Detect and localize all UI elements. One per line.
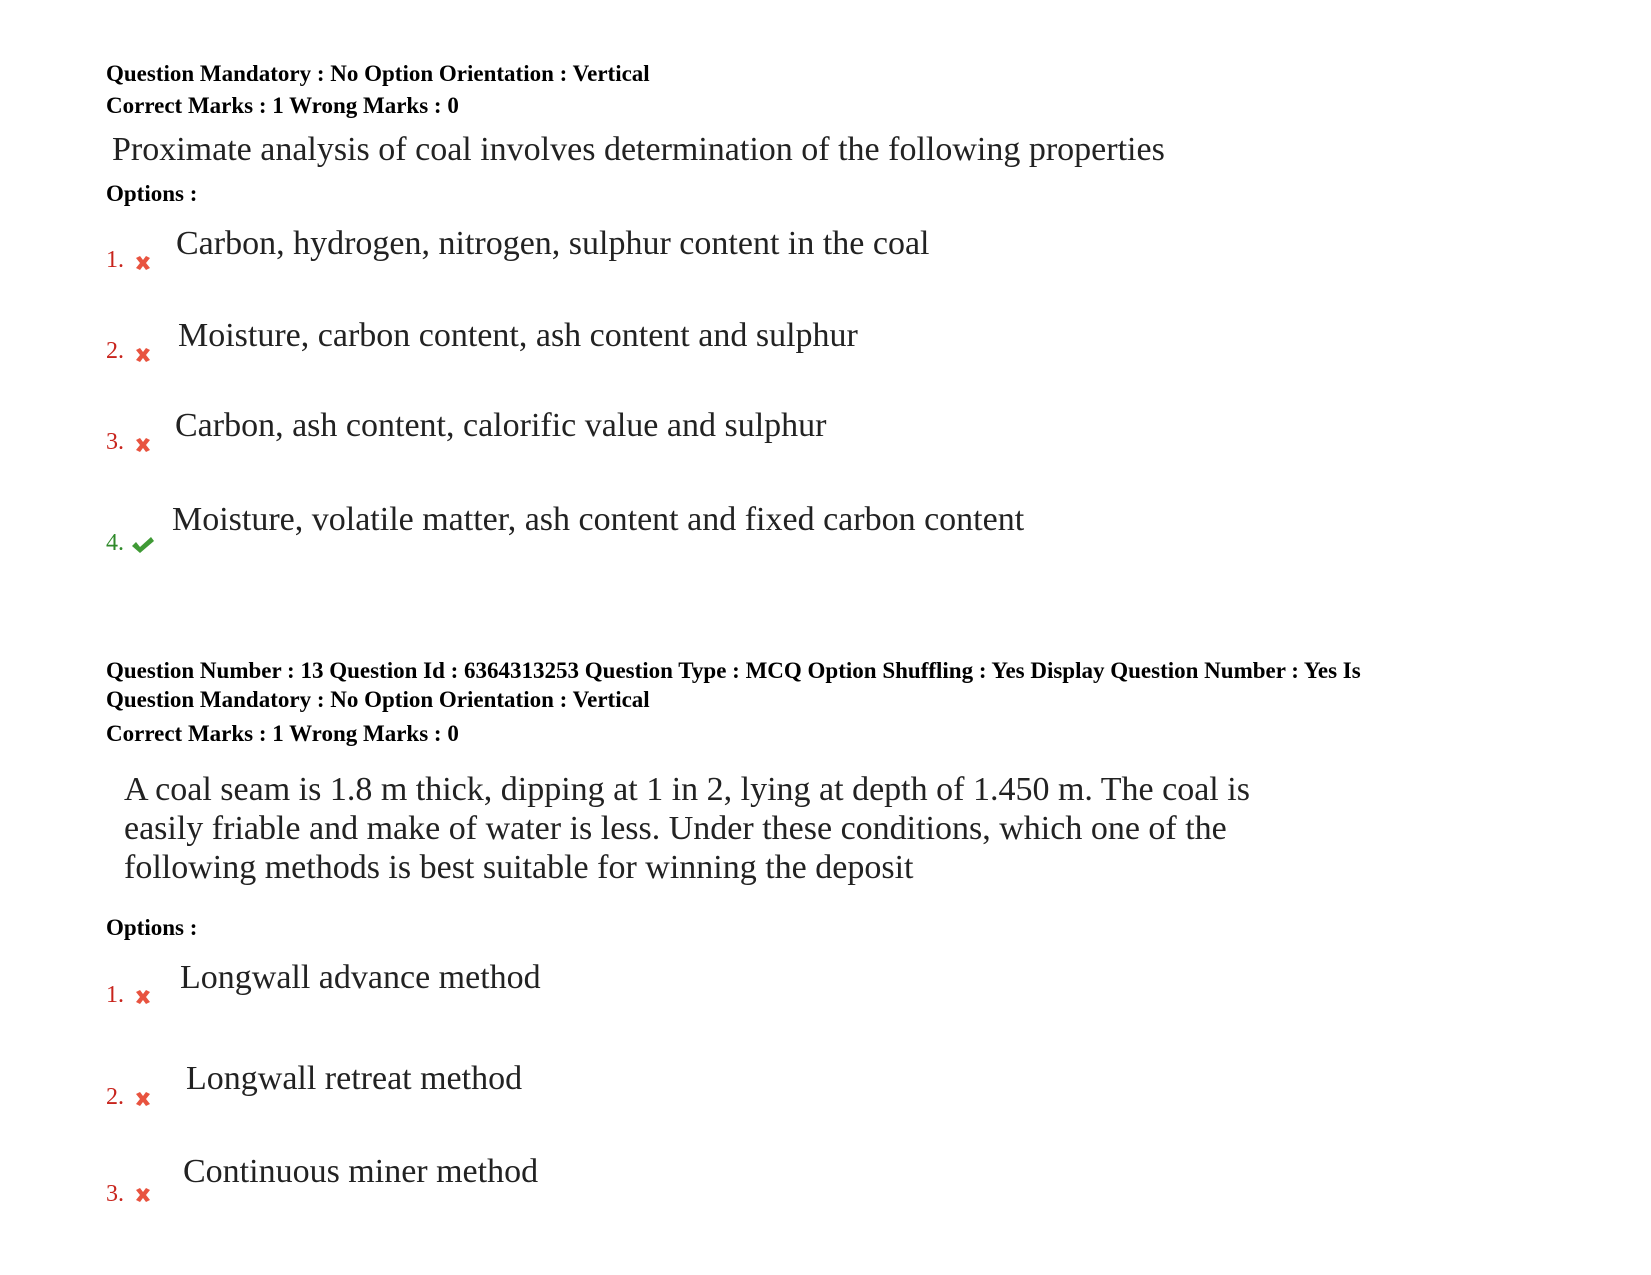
q13-question-line-2: easily friable and make of water is less. Under these conditions, which one of the bbox=[124, 810, 1227, 847]
q13-question-line-1: A coal seam is 1.8 m thick, dipping at 1 in 2, lying at depth of 1.450 m. The coal is bbox=[124, 771, 1250, 808]
q13-option-2-number: 2. bbox=[106, 1084, 124, 1110]
q12-option-4-text: Moisture, volatile matter, ash content and fixed carbon content bbox=[172, 501, 1025, 538]
q13-options-label: Options : bbox=[106, 915, 198, 940]
cross-icon bbox=[132, 1088, 154, 1110]
q13-option-3-number: 3. bbox=[106, 1181, 124, 1207]
q12-option-2-text: Moisture, carbon content, ash content and sulphur bbox=[178, 317, 858, 354]
cross-icon bbox=[132, 986, 154, 1008]
cross-icon bbox=[132, 434, 154, 456]
q12-option-1-number: 1. bbox=[106, 247, 124, 273]
q13-option-3-text: Continuous miner method bbox=[183, 1153, 539, 1190]
q12-meta-line2: Correct Marks : 1 Wrong Marks : 0 bbox=[106, 93, 459, 118]
q12-option-2-number: 2. bbox=[106, 338, 124, 364]
q13-meta-line3: Correct Marks : 1 Wrong Marks : 0 bbox=[106, 721, 459, 746]
q13-question-line-3: following methods is best suitable for winning the deposit bbox=[124, 849, 914, 886]
q13-meta-line2: Question Mandatory : No Option Orientation : Vertical bbox=[106, 687, 650, 712]
q12-option-3-text: Carbon, ash content, calorific value and sulphur bbox=[175, 407, 827, 444]
q13-option-1-text: Longwall advance method bbox=[180, 959, 541, 996]
cross-icon bbox=[132, 1184, 154, 1206]
check-icon bbox=[130, 534, 156, 556]
q13-meta-line1: Question Number : 13 Question Id : 6364313253 Question Type : MCQ Option Shuffling : Yes Display Question Number : Yes Is bbox=[106, 658, 1361, 683]
q12-question-text: Proximate analysis of coal involves determination of the following properties bbox=[112, 131, 1165, 168]
q12-option-3-number: 3. bbox=[106, 429, 124, 455]
q13-option-1-number: 1. bbox=[106, 982, 124, 1008]
q12-meta-line1: Question Mandatory : No Option Orientation : Vertical bbox=[106, 61, 650, 86]
q12-option-4-number: 4. bbox=[106, 530, 124, 556]
q12-option-1-text: Carbon, hydrogen, nitrogen, sulphur content in the coal bbox=[176, 225, 930, 262]
cross-icon bbox=[132, 252, 154, 274]
q12-options-label: Options : bbox=[106, 181, 198, 206]
q13-option-2-text: Longwall retreat method bbox=[186, 1060, 523, 1097]
cross-icon bbox=[132, 344, 154, 366]
